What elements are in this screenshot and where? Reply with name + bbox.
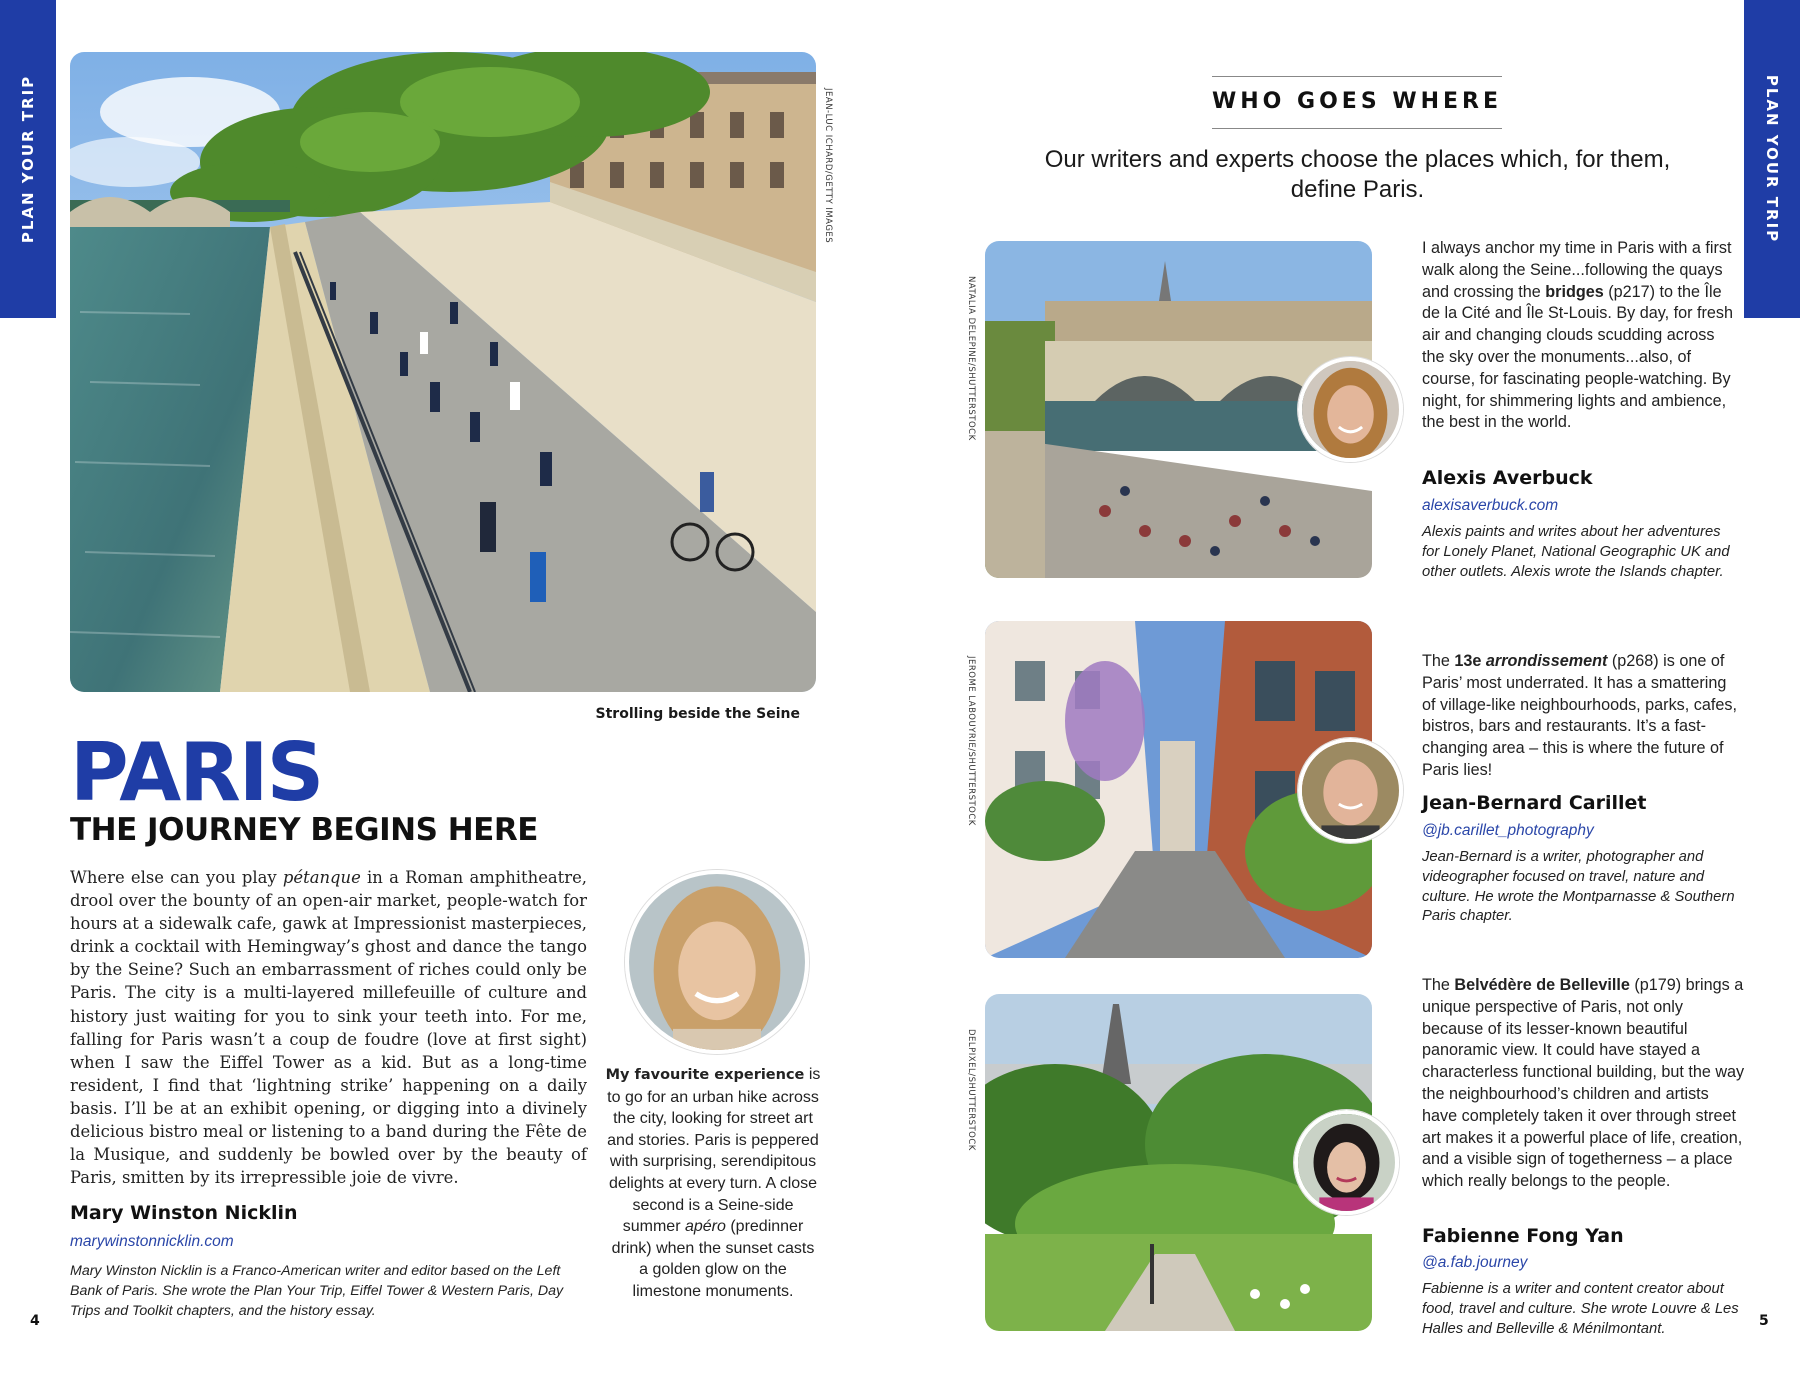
favourite-experience: My favourite experience is to go for an urban hike across the city, looking for street art and stories. Paris is peppered with surprising, serendipitous delights at every turn. A close second is a Seine-side summer apéro (predinner drink) when the sunset casts a golden glow on the limestone monuments. (605, 1066, 821, 1300)
author-bio: Mary Winston Nicklin is a Franco-American writer and editor based on the Left Bank of Paris. She wrote the Plan Your Trip, Eiffel Tower & Western Paris, Day Trips and Toolkit chapters, and the history essay. (70, 1263, 564, 1319)
author-website-link[interactable]: marywinstonnicklin.com (70, 1233, 234, 1250)
author-name: Jean-Bernard Carillet (1422, 792, 1647, 814)
author-bio: Alexis paints and writes about her adventures for Lonely Planet, National Geographic UK and other outlets. Alexis wrote the Islands chapter. (1422, 524, 1730, 580)
author-avatar (1294, 1110, 1399, 1215)
author-name: Mary Winston Nicklin (70, 1202, 298, 1224)
photo-credit: NATALIA DELEPINE/SHUTTERSTOCK (966, 276, 976, 441)
photo-credit: DELPIXEL/SHUTTERSTOCK (966, 1029, 976, 1151)
author-name: Alexis Averbuck (1422, 467, 1593, 489)
author-bio: Fabienne is a writer and content creator about food, travel and culture. She wrote Louvre & Les Halles and Belleville & Ménilmontant. (1422, 1281, 1739, 1337)
intro-paragraph: Where else can you play pétanque in a Roman amphitheatre, drool over the bounty of an open-air market, people-watch for hours at a sidewalk cafe, gawk at Impressionist masterpieces, drink a cocktail with Hemingway’s ghost and dance the tango by the Seine? Such an embarrassment of riches could only be Paris. The city is a multi-layered millefeuille of culture and history just waiting for you to sink your teeth into. For me, falling for Paris wasn’t a coup de foudre (love at first sight) when I saw the Eiffel Tower as a kid. But as a long-time resident, I find that ‘lightning strike’ happening on a daily basis. I’ll be at an exhibit opening, or digging into a divinely delicious bistro meal or listening to a band during the Fête de la Musique, and suddenly be bowled over by the beauty of Paris, smitten by its irrepressible joie de vivre. (70, 868, 587, 1188)
header-rule-bottom (1212, 128, 1502, 129)
entry-quote: The 13e arrondissement (p268) is one of Paris’ most underrated. It has a smattering of village-like neighbourhoods, parks, cafes, bistros, bars and restaurants. It’s a fast-changing area – this is where the future of Paris lies! (1422, 652, 1737, 779)
author-avatar (625, 870, 809, 1054)
seine-riverbank-photo (70, 52, 816, 692)
section-tab-label: PLAN YOUR TRIP (1763, 74, 1781, 244)
page-title: PARIS (70, 726, 323, 819)
section-tab-left (0, 0, 56, 318)
author-avatar (1298, 738, 1403, 843)
entry-quote: The Belvédère de Belleville (p179) brings a unique perspective of Paris, not only because of its lesser-known beautiful panoramic view. It could have stayed a characterless functional building, but the way the neighbourhood’s children and artists have completely taken it over through street art makes it a powerful place of life, creation, and a visible sign of togetherness – a place which really belongs to the people. (1422, 976, 1745, 1191)
section-tab-label: PLAN YOUR TRIP (19, 74, 37, 244)
page-number-right: 5 (1759, 1313, 1769, 1329)
entry-quote: I always anchor my time in Paris with a first walk along the Seine...following the quays and crossing the bridges (p217) to the Île de la Cité and Île St-Louis. By day, for fresh air and changing clouds scudding across the sky over the monuments...also, of course, for fascinating people-watching. By night, for shimmering lights and ambience, the best in the world. (1422, 239, 1734, 432)
page-number-left: 4 (30, 1313, 40, 1329)
author-website-link[interactable]: @jb.carillet_photography (1422, 822, 1594, 839)
section-subtitle: Our writers and experts choose the places which, for them, define Paris. (1044, 146, 1671, 203)
author-avatar (1298, 357, 1403, 462)
photo-credit: JEROME LABOUYRIE/SHUTTERSTOCK (966, 656, 976, 826)
photo-caption: Strolling beside the Seine (595, 706, 800, 722)
author-name: Fabienne Fong Yan (1422, 1225, 1624, 1247)
author-website-link[interactable]: alexisaverbuck.com (1422, 497, 1559, 514)
photo-credit: JEAN-LUC ICHARD/GETTY IMAGES (823, 88, 833, 244)
section-title: WHO GOES WHERE (1211, 89, 1502, 114)
author-bio: Jean-Bernard is a writer, photographer and videographer focused on travel, nature and culture. He wrote the Montparnasse & Southern Paris chapter. (1422, 849, 1735, 925)
section-tab-right (1744, 0, 1800, 318)
page-subtitle: THE JOURNEY BEGINS HERE (70, 812, 538, 848)
header-rule-top (1212, 76, 1502, 77)
author-website-link[interactable]: @a.fab.journey (1422, 1254, 1528, 1271)
